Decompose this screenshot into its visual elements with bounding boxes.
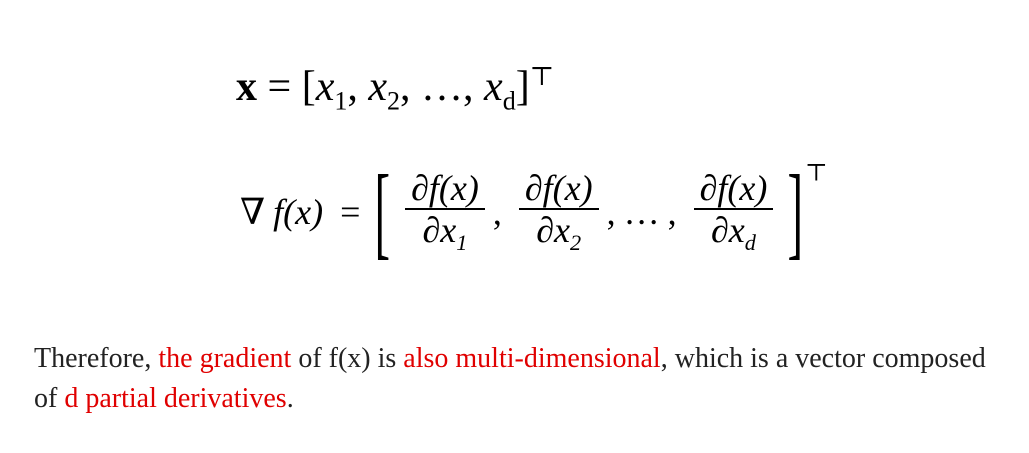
fraction-denominator	[405, 210, 485, 255]
comma-2: ,	[400, 64, 411, 110]
fraction-numerator: ∂f(x)	[405, 170, 485, 210]
big-open-bracket: [	[374, 154, 391, 269]
partial-fraction-2	[519, 167, 599, 255]
text-part-4: .	[286, 383, 294, 414]
highlight-multidimensional: also multi-dimensional	[403, 343, 661, 374]
xd-symbol: x	[484, 64, 503, 110]
x2-subscript: 2	[387, 86, 401, 116]
denominator-text: ∂x	[536, 209, 570, 250]
denominator-subscript: 1	[456, 229, 468, 255]
x2-symbol: x	[368, 64, 388, 110]
xd-subscript: d	[502, 86, 516, 116]
ellipsis: …	[623, 192, 660, 232]
vector-definition-equation	[236, 64, 554, 114]
text-part-1: Therefore,	[34, 343, 159, 374]
equals-sign: =	[340, 192, 361, 232]
x1-subscript: 1	[334, 86, 348, 116]
explanation-paragraph	[34, 339, 1004, 419]
comma-3: ,	[463, 64, 474, 110]
text-part-3: , which is a vector composed of	[34, 343, 986, 414]
partial-fraction-1	[405, 167, 485, 255]
nabla-symbol: ∇	[240, 192, 266, 232]
transpose-symbol: ⊤	[529, 62, 555, 91]
ellipsis: …	[421, 64, 464, 110]
x1-symbol: x	[315, 64, 335, 110]
fraction-numerator: ∂f(x)	[694, 170, 774, 210]
fraction-denominator	[694, 210, 774, 255]
text-part-2: of f(x) is	[291, 343, 404, 374]
partial-fraction-d	[694, 167, 774, 255]
gradient-lhs-fx: f(x)	[273, 192, 324, 232]
close-bracket: ]	[515, 64, 530, 110]
highlight-partial-derivatives: d partial derivatives	[64, 383, 287, 414]
highlight-gradient: the gradient	[158, 343, 292, 374]
denominator-subscript: d	[744, 229, 756, 255]
denominator-text: ∂x	[710, 209, 745, 250]
equals-sign: =	[267, 64, 292, 110]
open-bracket: [	[301, 64, 316, 110]
transpose-symbol: ⊤	[804, 160, 828, 187]
fraction-denominator	[519, 210, 599, 255]
fraction-numerator: ∂f(x)	[519, 170, 599, 210]
big-close-bracket: ]	[787, 154, 804, 269]
comma-1: ,	[347, 64, 358, 110]
vector-x-bold: x	[236, 64, 257, 110]
gradient-definition-equation: ∇ f(x) = [ $\frac{\partial f(x)}{\partial x_1}$ , $\frac{\partial f(x)}{\partial x_2}$ , … , $\frac{\partial f(x)}{\partial x_d}$ ]⊤	[240, 154, 828, 269]
denominator-subscript: 2	[570, 229, 582, 255]
denominator-text: ∂x	[422, 209, 457, 250]
